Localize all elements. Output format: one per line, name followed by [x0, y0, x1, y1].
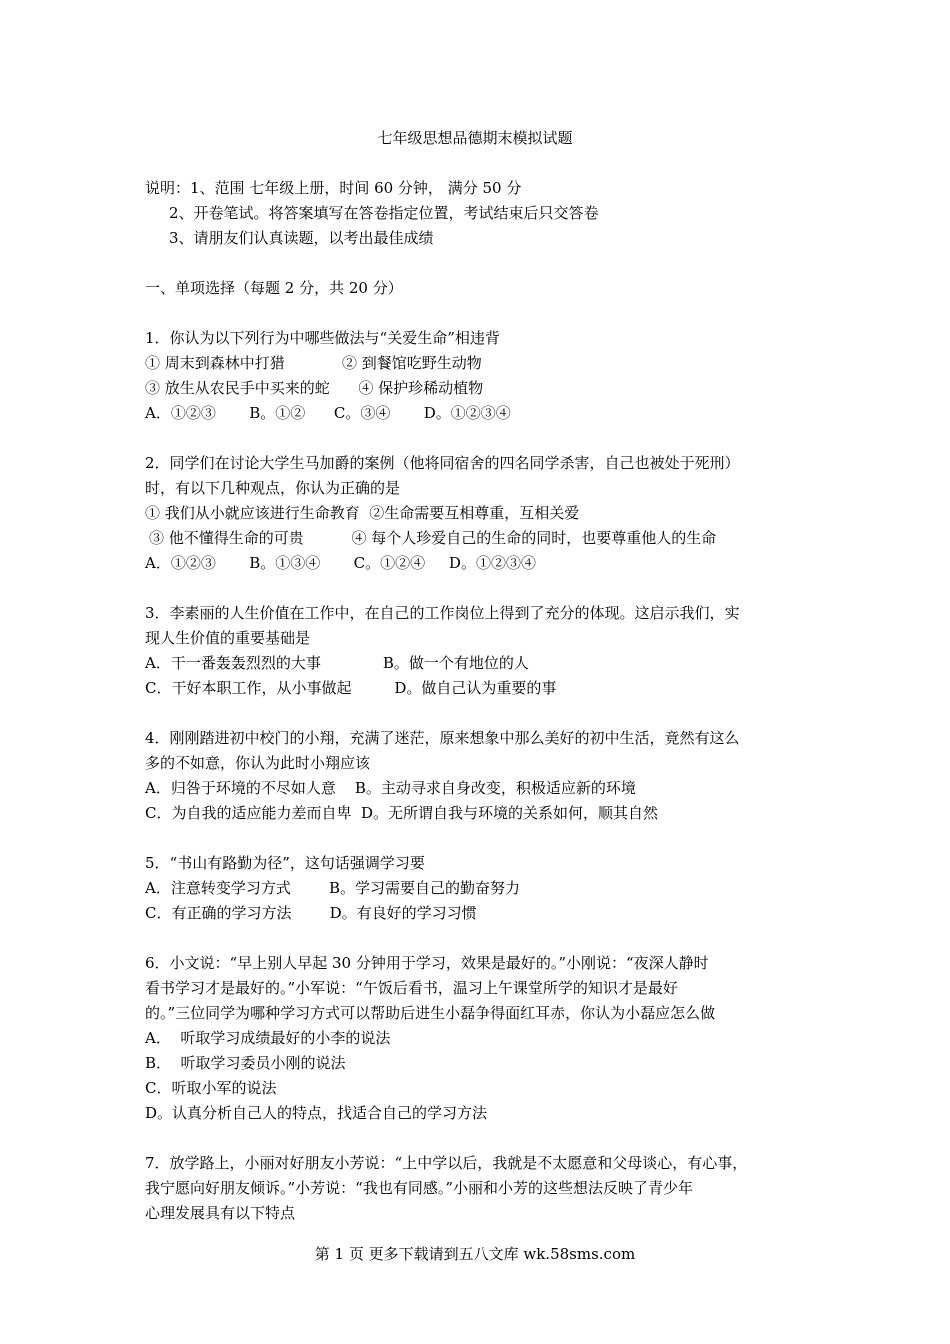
- question-stem: 看书学习才是最好的。”小军说：“午饭后看书，温习上午课堂所学的知识才是最好: [145, 979, 678, 997]
- question-stem: 心理发展具有以下特点: [145, 1204, 296, 1222]
- page-title: 七年级思想品德期末模拟试题: [377, 129, 573, 147]
- exam-content: [145, 176, 825, 1226]
- question-stem: 我宁愿向好朋友倾诉。”小芳说：“我也有同感。”小丽和小芳的这些想法反映了青少年: [145, 1179, 694, 1197]
- question-answers: A．①②③ B。①③④ C。①②④ D。①②③④: [145, 554, 536, 572]
- instruction-line: 3、请朋友们认真读题，以考出最佳成绩: [169, 229, 434, 247]
- question-stem: 7．放学路上，小丽对好朋友小芳说：“上中学以后，我就是不太愿意和父母谈心，有心事，: [145, 1154, 748, 1172]
- question-stem: 1．你认为以下列行为中哪些做法与“关爱生命”相违背: [145, 329, 500, 347]
- question-1: [145, 326, 825, 426]
- instruction-line: 2、开卷笔试。将答案填写在答卷指定位置，考试结束后只交答卷: [169, 204, 599, 222]
- question-stem: 时，有以下几种观点，你认为正确的是: [145, 479, 401, 497]
- page-footer: 第 1 页 更多下载请到五八文库 wk.58sms.com: [314, 1245, 636, 1263]
- question-options: C．干好本职工作，从小事做起 D。做自己认为重要的事: [145, 679, 557, 697]
- question-option-b: B． 听取学习委员小刚的说法: [145, 1054, 346, 1072]
- question-3: [145, 601, 825, 701]
- question-option-c: C．听取小军的说法: [145, 1079, 277, 1097]
- question-stem: 5．“书山有路勤为径”，这句话强调学习要: [145, 854, 425, 872]
- question-stem: 的。”三位同学为哪种学习方式可以帮助后进生小磊争得面红耳赤，你认为小磊应怎么做: [145, 1004, 716, 1022]
- question-stem: 2．同学们在讨论大学生马加爵的案例（他将同宿舍的四名同学杀害，自己也被处于死刑）: [145, 454, 740, 472]
- question-stem: 3．李素丽的人生价值在工作中，在自己的工作岗位上得到了充分的体现。这启示我们，实: [145, 604, 740, 622]
- question-stem: 6．小文说：“早上别人早起 30 分钟用于学习，效果是最好的。”小刚说：“夜深人静时: [145, 954, 709, 972]
- question-stem: 多的不如意，你认为此时小翔应该: [145, 754, 371, 772]
- instruction-line: 说明：1、范围 七年级上册，时间 60 分钟， 满分 50 分: [145, 179, 522, 197]
- question-5: [145, 851, 825, 926]
- question-2: [145, 451, 825, 576]
- question-answers: A．①②③ B。①② C。③④ D。①②③④: [145, 404, 511, 422]
- question-stem: 4．刚刚踏进初中校门的小翔，充满了迷茫，原来想象中那么美好的初中生活，竟然有这么: [145, 729, 740, 747]
- question-options: ① 周末到森林中打猎 ② 到餐馆吃野生动物: [145, 354, 482, 372]
- question-6: [145, 951, 825, 1126]
- question-option-d: D。认真分析自己人的特点，找适合自己的学习方法: [145, 1104, 488, 1122]
- question-option-a: A． 听取学习成绩最好的小李的说法: [145, 1029, 391, 1047]
- question-7: [145, 1151, 825, 1226]
- question-4: [145, 726, 825, 826]
- question-options: ③ 他不懂得生命的可贵 ④ 每个人珍爱自己的生命的同时，也要尊重他人的生命: [149, 529, 717, 547]
- question-options: C．为自我的适应能力差而自卑 D。无所谓自我与环境的关系如何，顺其自然: [145, 804, 659, 822]
- question-options: A．归咎于环境的不尽如人意 B。主动寻求自身改变，积极适应新的环境: [145, 779, 636, 797]
- question-options: A．干一番轰轰烈烈的大事 B。做一个有地位的人: [145, 654, 529, 672]
- question-options: ③ 放生从农民手中买来的蛇 ④ 保护珍稀动植物: [145, 379, 484, 397]
- question-options: C．有正确的学习方法 D。有良好的学习习惯: [145, 904, 477, 922]
- section-heading: 一、单项选择（每题 2 分，共 20 分）: [145, 279, 403, 297]
- question-options: ① 我们从小就应该进行生命教育 ②生命需要互相尊重，互相关爱: [145, 504, 580, 522]
- question-options: A．注意转变学习方式 B。学习需要自己的勤奋努力: [145, 879, 521, 897]
- question-stem: 现人生价值的重要基础是: [145, 629, 311, 647]
